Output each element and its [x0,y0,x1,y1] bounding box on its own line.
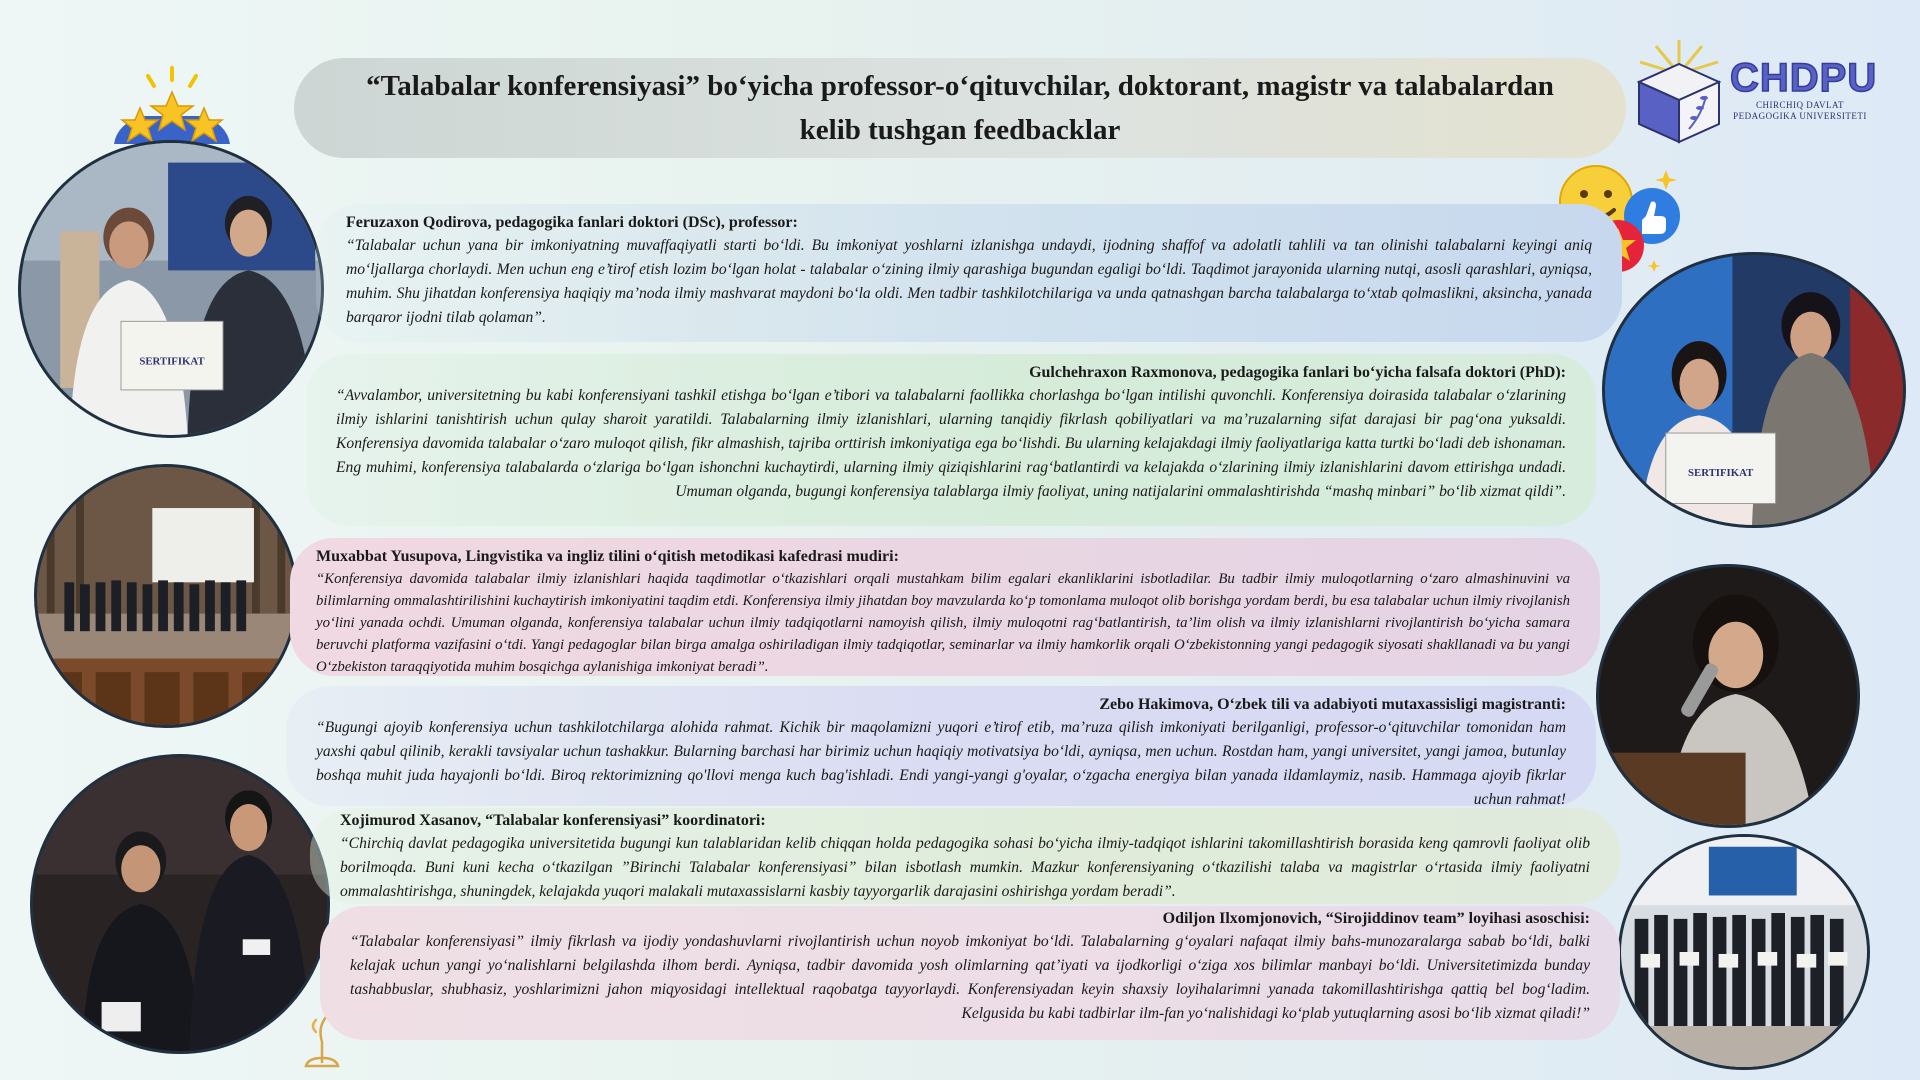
feedback-quote: “Bugungi ajoyib konferensiya uchun tashkilotchilarga alohida rahmat. Kichik bir maqolamizni yuqori e’tirof etib, ma’ruza qilish imkoniyati berilganligi, professor-o‘qituvchilar tomonidan ham yaxshi qabul qilinib, kerakli tavsiyalar uchun tashakkur. Bularning barchasi har birimiz uchun haqiqiy motivatsiya bo‘ldi, ayniqsa, men uchun. Rostdan ham, yangi universitet, yangi jamoa, butunlay boshqa muhit juda hayajonli bo‘ldi. Biroq rektorimizning qo'llovi menga kuch bag'ishladi. Endi yangi-yangi g'oyalar, o‘zgacha energiya bilan yanada ildamlaymiz, nasib. Hammaga ajoyib fikrlar uchun rahmat! [316,719,1566,808]
photo-certificate-award-2 [1602,252,1906,528]
feedback-card-1 [316,204,1622,342]
logo-text [1730,56,1884,122]
feedback-quote: “Talabalar konferensiyasi” ilmiy fikrlash va ijodiy yondashuvlarni rivojlantirish uchun noyob imkoniyat bo‘ldi. Talabalarning g‘oyalari nafaqat ilmiy bahs-munozaralarga sabab bo‘ldi, balki kelajak uchun yangi yo‘nalishlarni belgilashda ilhom berdi. Ayniqsa, tadbir davomida yosh olimlarning qat’iyati va ijodkorligi o‘ziga xos bilimlar manbayi bo‘ldi. Universitetimizda bunday tashabbuslar, shubhasiz, yoshlarimizni jahon miqyosidagi intellektual raqobatga tayyorlaydi. Konferensiyadan keyin shaxsiy loyihalarimni yanada takomillashtirishga qattiq bel bog‘ladim. Kelgusida bu kabi tadbirlar ilm-fan yo‘nalishidagi ko‘plab yutuqlarning asosi bo‘lib xizmat qiladi!” [350,933,1590,1022]
photo-students-stage [30,754,330,1054]
photo-speaker-microphone [1596,564,1860,828]
feedback-card-4 [286,686,1596,806]
page-title [366,64,1554,152]
feedback-author: Muxabbat Yusupova, Lingvistika va ingliz tilini o‘qitish metodikasi kafedrasi mudiri: [316,548,899,565]
feedback-quote: “Konferensiya davomida talabalar ilmiy izlanishlari haqida taqdimotlar o‘tkazishlari orqali mustahkam bilim egalari ekanliklarini isbotladilar. Bu tadbir ilmiy muloqotlarning o‘zaro almashinuvini va bilimlarning ommalashtirilishini kuchaytirish imkoniyatini taqdim etdi. Konferensiya ilmiy jihatdan boy mavzularda ko‘p tomonlama muloqot olib borishga yordam berdi, bu esa talabalar uchun ilmiy rivojlanish yo‘lini yanada ochdi. Umuman olganda, konferensiya talabalar uchun ilmiy tadqiqotlarni namoyish qilish, ilmiy muloqotni rag‘batlantirish, ta’lim olish va ilmiy izlanishlarni rivojlantirish bo‘yicha samara beruvchi platforma vazifasini o‘tdi. Yangi pedagoglar bilan birga amalga oshiriladigan ilmiy tadqiqotlar, seminarlar va ilmiy hamkorlik orqali O‘zbekistonning yangi pedagogik siyosati shakllanadi va bu yangi O‘zbekiston taraqqiyotida muhim bosqichga aylanishiga imkoniyat beradi”. [316,571,1570,675]
feedback-quote: “Chirchiq davlat pedagogika universitetida bugungi kun talablaridan kelib chiqqan holda pedagogika sohasi bo‘yicha ilmiy-tadqiqot ishlarini takomillashtirish borasida keng qamrovli faoliyat olib borilmoqda. Buni kuni kecha o‘tkazilgan ”Birinchi Talabalar konferensiyasi” bilan isbotlash mumkin. Mazkur konferensiyaning o‘tkazilishi talaba va magistrlar o‘rtasida ilmiy faoliyatni ommalashtirishga, shuningdek, kelajakda yuqori malakali mutaxassislarni kasbiy tayyorgarlik darajasini oshirishga yordam beradi”. [340,835,1590,900]
feedback-author: Odiljon Ilxomjonovich, “Sirojiddinov team” loyihasi asoschisi: [1162,910,1590,927]
photo2-badge-text: SERTIFIKAT [1688,467,1754,480]
cube-logo-icon [1634,34,1724,144]
feedback-card-2 [306,354,1596,526]
feedback-author: Xojimurod Xasanov, “Talabalar konferensiyasi” koordinatori: [340,812,766,829]
title-line-2: kelib tushgan feedbacklar [799,114,1121,146]
title-banner [294,58,1626,158]
photo1-badge-text: SERTIFIKAT [139,355,205,368]
feedback-author: Zebo Hakimova, O‘zbek tili va adabiyoti mutaxassisligi magistranti: [1099,696,1566,713]
photo-group-presentation [34,464,298,728]
photo-group-certificates [1618,834,1870,1070]
title-line-1: “Talabalar konferensiyasi” bo‘yicha professor-o‘qituvchilar, doktorant, magistr va talabalardan [366,70,1554,102]
logo-name: CHDPU [1730,56,1878,100]
feedback-author: Gulchehraxon Raxmonova, pedagogika fanlari bo‘yicha falsafa doktori (PhD): [1029,364,1566,381]
university-logo [1634,34,1884,144]
photo-certificate-award-1 [18,140,324,438]
stars-icon [112,64,232,144]
logo-subtitle-line-2: PEDAGOGIKA UNIVERSITETI [1733,111,1867,121]
logo-subtitle-line-1: CHIRCHIQ DAVLAT [1755,100,1845,110]
feedback-card-5 [310,808,1620,904]
feedback-quote: “Talabalar uchun yana bir imkoniyatning muvaffaqiyatli starti bo‘ldi. Bu imkoniyat yoshlarni izlanishga undaydi, ijodning shaffof va adolatli tahlili va tan olinishi talabalarni keyingi aniq mo‘ljallarga chorlaydi. Men uchun eng e’tirof etish lozim bo‘lgan holat - talabalar o‘zining ilmiy qarashiga bugundan egaligi bo‘ldi. Taqdimot jarayonida ularning nutqi, asosli qarashlari, ayniqsa, muhim. Shu jihatdan konferensiya haqiqiy ma’noda ilmiy mashvarat maydoni bo‘la oldi. Men tadbir tashkilotchilariga va unda qatnashgan barcha talabalarga to‘xtab qolmaslikni, aksincha, yanada barqaror ijodni tilab qolaman”. [346,237,1592,326]
feedback-card-6 [320,906,1620,1040]
feedback-author: Feruzaxon Qodirova, pedagogika fanlari doktori (DSc), professor: [346,214,798,231]
feedback-quote: “Avvalambor, universitetning bu kabi konferensiyani tashkil etishga bo‘lgan e’tibori va talabalarni faollikka chorlashga bo‘lgan intilishi quvonchli. Konferensiya doirasida talabalar o‘zlarining ilmiy ishlarini tanishtirish uchun qulay sharoit yaratildi. Talabalarning ilmiy izlanishlari, ularning tanqidiy fikrlash qobiliyatlari va ma’ruzalarning sifat darajasi bir pag‘ona yuksaldi. Konferensiya davomida talabalar o‘zaro muloqot qilish, fikr almashish, tajriba orttirish imkoniyatiga ega bo‘lishdi. Bu ularning kelajakdagi ilmiy faoliyatlariga katta turtki bo‘ladi deb ishonaman. Eng muhimi, konferensiya talabalarda o‘zlariga bo‘lgan ishonchni kuchaytirdi, ularning ilmiy qiziqishlarini rag‘batlantirdi va kelajakda o‘zlarining ilmiy izlanishlarini davom ettirishga undadi. Umuman olganda, bugungi konferensiya talablarga ilmiy faoliyat, uning natijalarini ommalashtirishda “mashq minbari” bo‘lib xizmat qildi”. [336,387,1566,500]
logo-subtitle [1730,100,1870,122]
feedback-card-3 [290,538,1600,676]
